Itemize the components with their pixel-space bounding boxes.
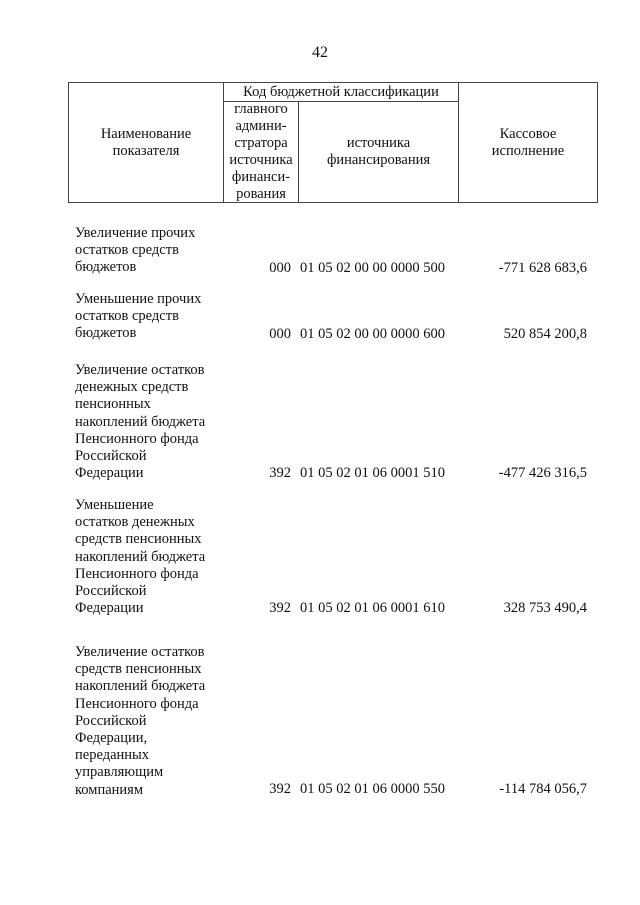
row-amount: -477 426 316,5 xyxy=(498,465,587,481)
table-row xyxy=(75,225,595,277)
row-code: 01 05 02 01 06 0000 550 xyxy=(300,781,445,797)
table-row xyxy=(75,362,595,482)
row-name: Уменьшение остатков денежных средств пенсионных накоплений бюджета Пенсионного фонда Российской Федерации xyxy=(75,497,206,617)
table-row xyxy=(75,291,595,343)
header-admin: главного админи- стратора источника финанси- рования xyxy=(224,102,299,202)
row-amount: 520 854 200,8 xyxy=(503,326,587,342)
header-source: источника финансирования xyxy=(326,135,431,168)
row-name: Уменьшение прочих остатков средств бюджетов xyxy=(75,291,202,342)
row-code: 01 05 02 01 06 0001 510 xyxy=(300,465,445,481)
row-code: 01 05 02 00 00 0000 500 xyxy=(300,260,445,276)
row-code: 01 05 02 01 06 0001 610 xyxy=(300,600,445,616)
row-code: 01 05 02 00 00 0000 600 xyxy=(300,326,445,342)
row-admin: 392 xyxy=(269,781,291,797)
header-budget-code: Код бюджетной классификации xyxy=(224,83,458,102)
row-amount: -114 784 056,7 xyxy=(499,781,587,797)
table-header xyxy=(68,82,598,203)
row-amount: -771 628 683,6 xyxy=(498,260,587,276)
page-number: 42 xyxy=(312,44,328,61)
row-admin: 392 xyxy=(269,600,291,616)
header-cash: Кассовое исполнение xyxy=(458,83,597,202)
row-admin: 392 xyxy=(269,465,291,481)
row-name: Увеличение прочих остатков средств бюджетов xyxy=(75,225,196,276)
row-name: Увеличение остатков средств пенсионных накоплений бюджета Пенсионного фонда Российской Федерации, переданных управляющим компаниям xyxy=(75,644,206,798)
row-admin: 000 xyxy=(269,326,291,342)
row-amount: 328 753 490,4 xyxy=(503,600,587,616)
header-name: Наименование показателя xyxy=(69,83,224,202)
table-row xyxy=(75,644,595,798)
table-row xyxy=(75,497,595,617)
row-admin: 000 xyxy=(269,260,291,276)
row-name: Увеличение остатков денежных средств пенсионных накоплений бюджета Пенсионного фонда Российской Федерации xyxy=(75,362,206,482)
